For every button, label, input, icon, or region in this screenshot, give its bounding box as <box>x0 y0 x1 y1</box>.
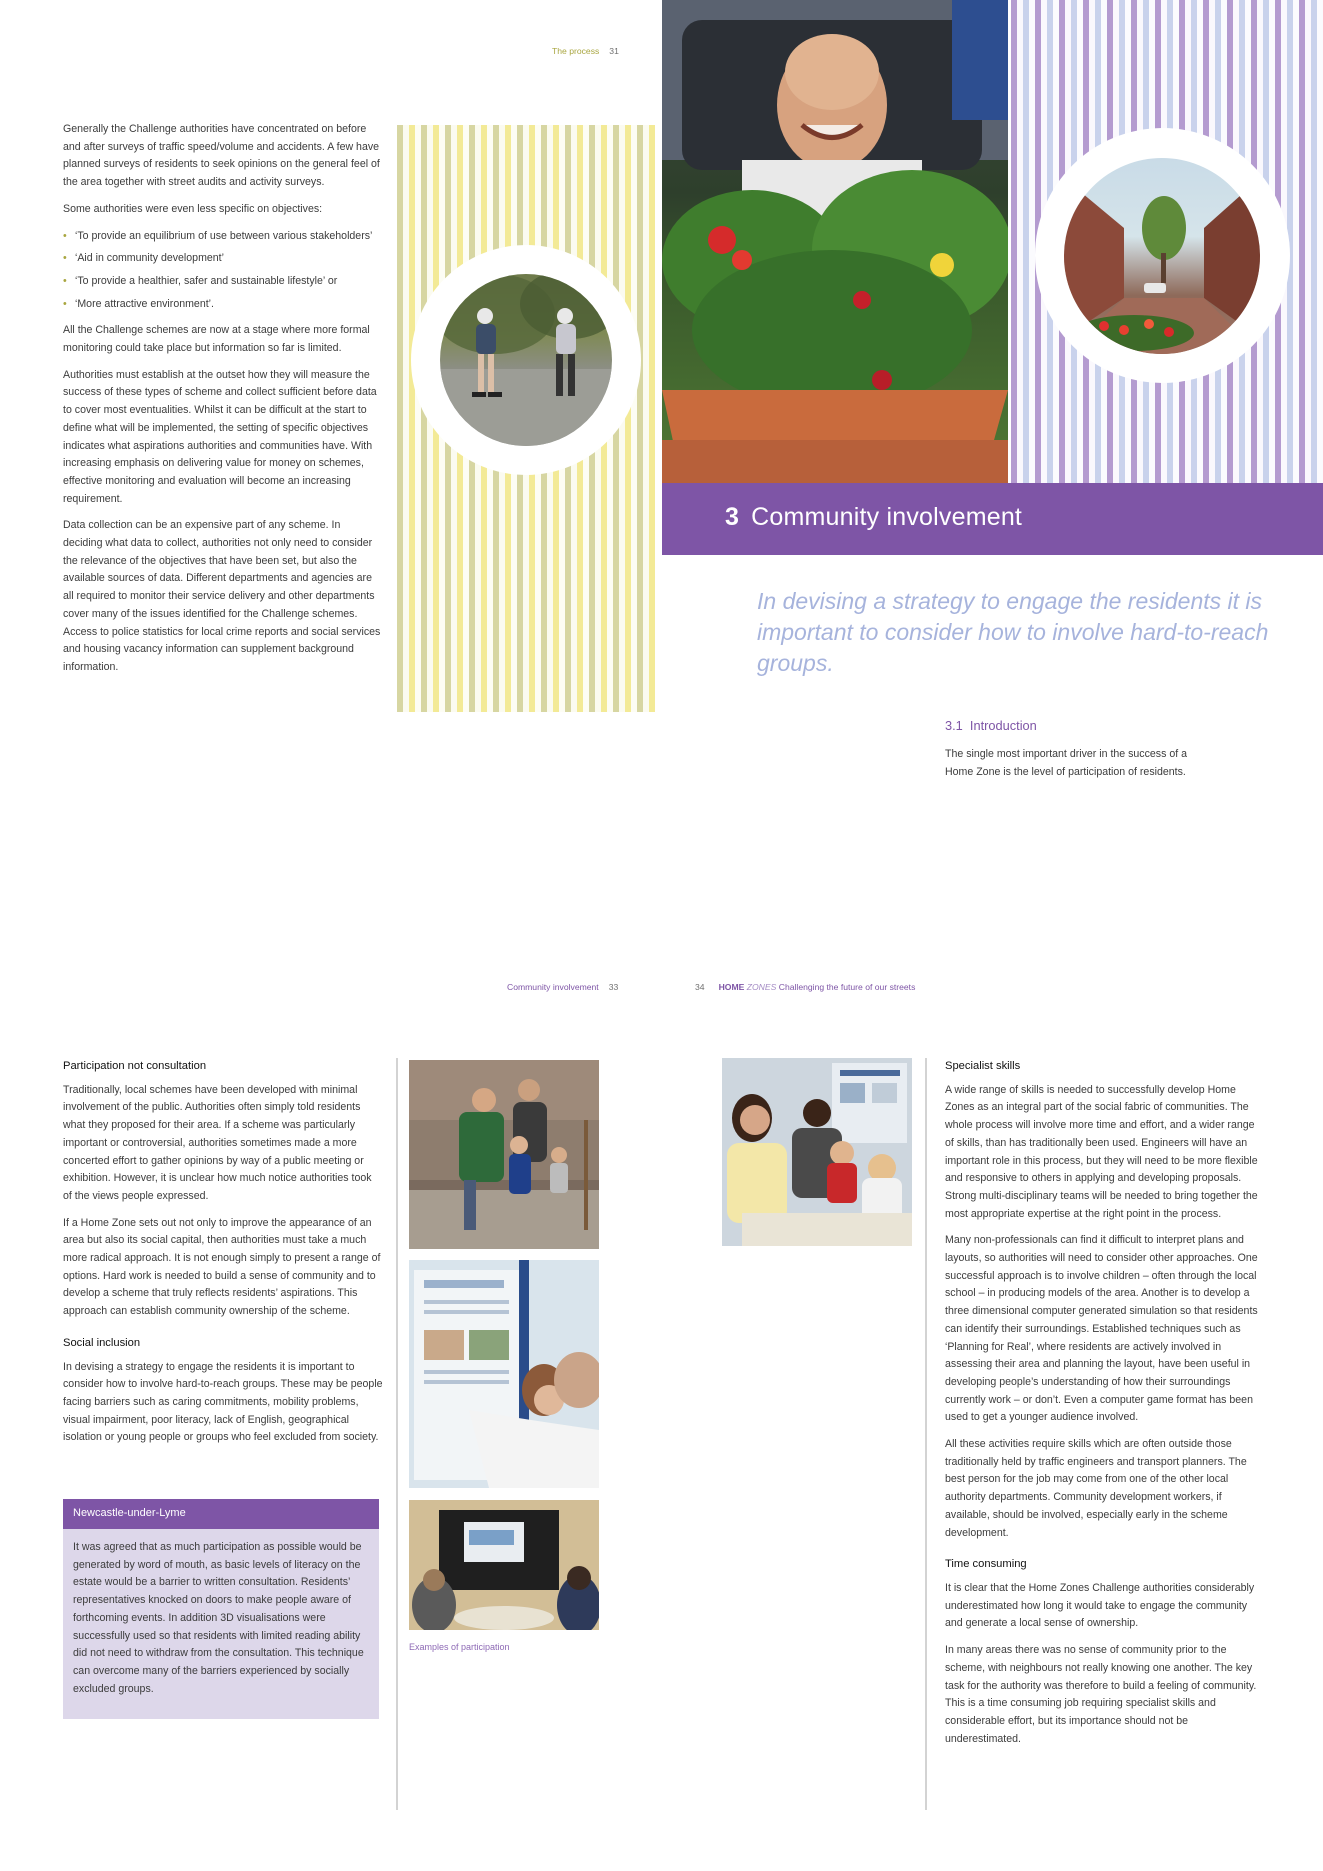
participation-photo-1 <box>409 1060 599 1249</box>
chapter-title-bar <box>662 483 1323 555</box>
case-study-title: Newcastle-under-Lyme <box>63 1499 379 1529</box>
social-inclusion-heading: Social inclusion <box>63 1336 141 1349</box>
bullet-item: • ‘To provide a healthier, safer and sustainable lifestyle’ or <box>63 273 381 291</box>
gardener-photo <box>662 0 1008 483</box>
paragraph: In many areas there was no sense of community prior to the scheme, with neighbours not really knowing one another. The key task for the authority was therefore to build a feeling of community. This is a time consuming job requiring specialist skills and considerable effort, but its importance should not be underestimated. <box>945 1644 1257 1745</box>
running-header-page-34 <box>695 982 915 992</box>
pull-quote: In devising a strategy to engage the residents it is important to consider how to involve hard-to-reach groups. <box>757 588 1269 676</box>
paragraph: Generally the Challenge authorities have concentrated on before and after surveys of traffic speed/volume and accidents. A few have planned surveys of residents to seek opinions on the general feel of the area together with street audits and activity surveys. <box>63 123 380 189</box>
skaters-photo <box>440 274 612 446</box>
display-board-illustration <box>409 1260 599 1488</box>
participation-column <box>63 1058 383 1456</box>
bullet-item: • ‘Aid in community development’ <box>63 250 381 268</box>
intro-text: The single most important driver in the success of a Home Zone is the level of participation of residents. <box>945 748 1187 778</box>
paragraph: A wide range of skills is needed to successfully develop Home Zones as an integral part of the social fabric of communities. The whole process will involve more time and effort, and a wider range of skills, than has traditionally been used. Engineers will have an important role in this process, but they will need to be more flexible and responsive to others in applying and developing proposals. Strong multi-disciplinary teams will be needed to bring together the most appropriate expertise at the right point in the process. <box>945 1083 1258 1220</box>
meeting-illustration <box>409 1500 599 1630</box>
paragraph: If a Home Zone sets out not only to improve the appearance of an area but also its social capital, then authorities must take a much more radical approach. It is not enough simply to present a range of options. Hard work is needed to build a sense of community and to develop a scheme that truly reflects residents’ aspirations. This approach can establish community ownership of the scheme. <box>63 1216 381 1318</box>
paragraph: All these activities require skills which are often outside those traditionally held by traffic engineers and transport planners. The best person for the job may come from one of the other local authority departments. Community development workers, if available, should be involved, especially early in the scheme development. <box>945 1438 1247 1539</box>
gardener-illustration <box>662 0 1008 483</box>
running-header-page-31 <box>552 46 619 56</box>
paragraph: Traditionally, local schemes have been developed with minimal involvement of the public. Authorities often simply told residents what they proposed for their area. If a scheme was particularly important or controversial, authorities sometimes made a more concerted effort to gather opinions by way of a public meeting or exhibition. However, it is unclear how much notice authorities took of the views people expressed. <box>63 1083 372 1202</box>
case-study-text: It was agreed that as much participation as possible would be generated by word of mouth, as basic levels of literacy on the estate would be a barrier to written consultation. Residents’ representatives knocked on doors to make people aware of forthcoming events. In addition 3D visualisations were successfully used so that residents with limited reading ability did not need to withdraw from the consultation. This technique can overcome many of the barriers experienced by socially excluded groups. <box>73 1541 364 1695</box>
participation-photo-3 <box>409 1500 599 1630</box>
skaters-illustration <box>440 274 612 446</box>
brand-home: HOME <box>718 982 745 992</box>
street-photo <box>1064 158 1260 354</box>
page-number: 31 <box>609 46 619 56</box>
section-number: 3.1 <box>945 718 963 733</box>
header-title: The process <box>552 46 600 56</box>
photo-caption: Examples of participation <box>409 1642 510 1652</box>
participation-photo-2 <box>409 1260 599 1488</box>
section-title: Introduction <box>969 718 1037 733</box>
book-subtitle: Challenging the future of our streets <box>778 982 916 992</box>
paragraph: In devising a strategy to engage the residents it is important to consider how to involve hard-to-reach groups. These may be people facing barriers such as caring commitments, mobility problems, visual impairment, poor literacy, lack of English, geographical isolation or young people or groups who feel excluded from society. <box>63 1360 383 1444</box>
paragraph: Some authorities were even less specific on objectives: <box>63 202 323 215</box>
paragraph: It is clear that the Home Zones Challenge authorities considerably underestimated how long it would take to engage the community and generate a local sense of ownership. <box>945 1581 1255 1630</box>
column-divider <box>396 1058 398 1810</box>
specialist-heading: Specialist skills <box>945 1060 1021 1072</box>
paragraph: Data collection can be an expensive part of any scheme. In deciding what data to collect, authorities not only need to consider the relevance of the objectives that have been set, but also the available sources of data. Different departments and agencies are all required to monitor their service delivery and other departments cover many of the issues identified for the Challenge schemes. Access to police statistics for local crime reports and social services and housing vacancy information can supplement background information. <box>63 519 381 673</box>
section-heading <box>945 718 1037 733</box>
time-consuming-heading: Time consuming <box>945 1558 1027 1571</box>
street-illustration <box>1064 158 1260 354</box>
running-header-page-33 <box>507 982 618 992</box>
specialist-column <box>945 1058 1263 1757</box>
chapter-heading <box>725 503 1022 532</box>
header-title: Community involvement <box>507 982 599 992</box>
process-text-column <box>63 121 381 686</box>
chapter-title: Community involvement <box>751 503 1023 531</box>
workshop-illustration <box>722 1058 912 1246</box>
workshop-photo <box>722 1058 912 1246</box>
participation-heading: Participation not consultation <box>63 1060 207 1072</box>
case-study-box <box>63 1499 379 1719</box>
chapter-number: 3 <box>725 503 740 531</box>
paragraph: All the Challenge schemes are now at a stage where more formal monitoring could take place but information so far is limited. <box>63 324 370 355</box>
brand-zones: ZONES <box>746 982 777 992</box>
paragraph: Authorities must establish at the outset how they will measure the success of these types of scheme and collect sufficient before data to cover most eventualities. Whilst it can be difficult at the start to define what will be implemented, the setting of specific objectives indicates what aspirations authorities and communities have. With increasing emphasis on delivering value for money on schemes, effective monitoring and evaluation will become an increasing requirement. <box>63 368 377 505</box>
column-divider <box>925 1058 927 1810</box>
bullet-item: • ‘More attractive environment’. <box>63 296 381 314</box>
page-number: 34 <box>695 982 705 992</box>
bullet-item: • ‘To provide an equilibrium of use between various stakeholders’ <box>63 228 381 246</box>
page-number: 33 <box>608 982 619 992</box>
paragraph: Many non-professionals can find it difficult to interpret plans and layouts, so authorities will need to consider other approaches. One successful approach is to involve children – often through the local school – in producing models of the area. Another is to develop a three dimensional computer generated simulation so that residents can identify their surroundings. Established techniques such as ‘Planning for Real’, where residents are actively involved in assessing their area and planning the layout, have been useful in developing people’s understanding of how their surroundings currently work – or don’t. Even a computer game format has been used to get a younger audience involved. <box>945 1234 1258 1424</box>
tree-planting-illustration <box>409 1060 599 1249</box>
